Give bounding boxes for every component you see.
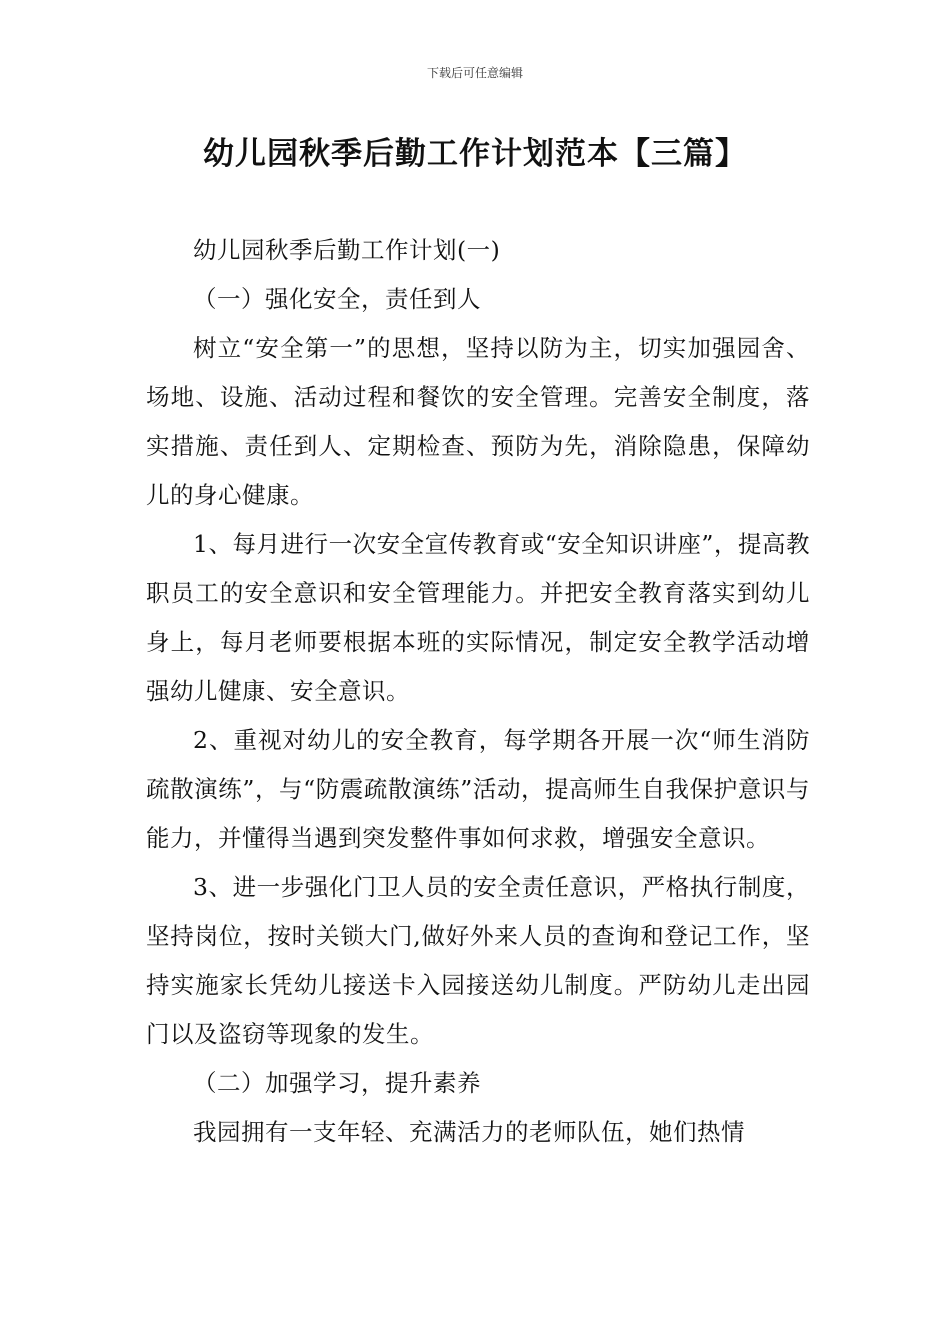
paragraph: 树立“安全第一”的思想，坚持以防为主，切实加强园舍、场地、设施、活动过程和餐饮的安全管理。完善安全制度，落实措施、责任到人、定期检查、预防为先，消除隐患，保障幼儿的身心健康。 — [146, 334, 810, 509]
subsection-heading: （一）强化安全，责任到人 — [193, 285, 481, 313]
paragraph: 1、每月进行一次安全宣传教育或“安全知识讲座”，提高教职员工的安全意识和安全管理能力。并把安全教育落实到幼儿身上，每月老师要根据本班的实际情况，制定安全教学活动增强幼儿健康、安全意识。 — [146, 530, 810, 705]
header-note: 下载后可任意编辑 — [426, 66, 523, 80]
paragraph: 我园拥有一支年轻、充满活力的老师队伍，她们热情 — [193, 1118, 745, 1146]
section-heading: 幼儿园秋季后勤工作计划(一) — [193, 236, 501, 264]
subsection-heading: （二）加强学习，提升素养 — [193, 1069, 481, 1097]
paragraph: 2、重视对幼儿的安全教育，每学期各开展一次“师生消防疏散演练”，与“防震疏散演练”活动，提高师生自我保护意识与能力，并懂得当遇到突发整件事如何求救，增强安全意识。 — [146, 726, 810, 852]
document-body — [146, 226, 810, 1157]
paragraph: 3、进一步强化门卫人员的安全责任意识，严格执行制度，坚持岗位，按时关锁大门,做好外来人员的查询和登记工作，坚持实施家长凭幼儿接送卡入园接送幼儿制度。严防幼儿走出园门以及盗窃等现象的发生。 — [146, 873, 810, 1048]
document-title: 幼儿园秋季后勤工作计划范本【三篇】 — [203, 136, 747, 172]
